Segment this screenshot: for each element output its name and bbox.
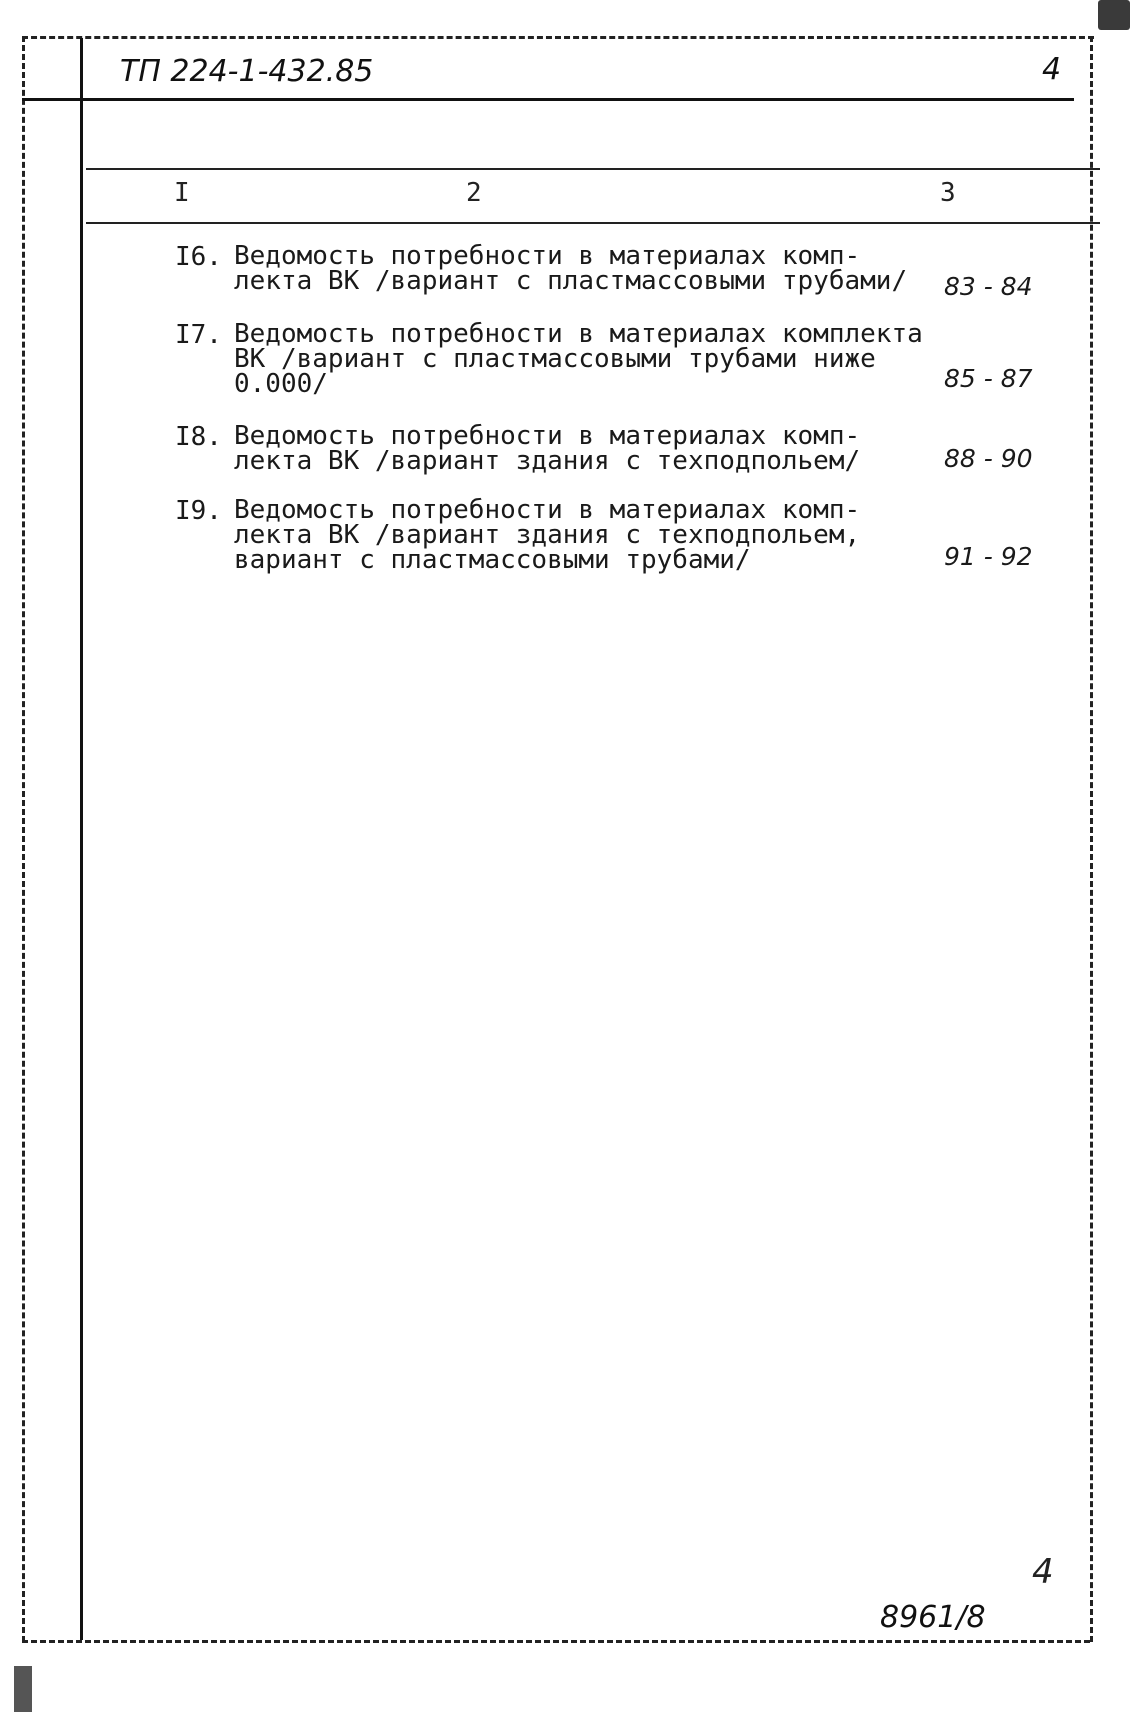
- frame-top-border: [22, 36, 1094, 39]
- scan-smudge: [1098, 0, 1130, 30]
- row-number: I7.: [175, 320, 222, 350]
- binding-margin-line: [80, 38, 83, 1640]
- row-description-line: вариант с пластмассовыми трубами/: [234, 545, 751, 575]
- page-number: 4: [1042, 52, 1062, 87]
- column-header-1: I: [174, 178, 190, 208]
- header-rule: [22, 98, 1074, 101]
- archive-number: 8961/8: [880, 1600, 986, 1635]
- row-pages: 91 - 92: [944, 542, 1033, 571]
- row-pages: 88 - 90: [944, 444, 1033, 473]
- row-description: [234, 241, 934, 296]
- scan-smudge: [14, 1666, 32, 1712]
- row-description-line: Ведомость потребности в материалах комп-: [234, 241, 861, 271]
- sheet-mark: 4: [1032, 1552, 1054, 1592]
- frame-right-border: [1090, 36, 1093, 1642]
- column-header-3: 3: [940, 178, 956, 208]
- column-header-2: 2: [466, 178, 482, 208]
- frame-left-border: [22, 36, 25, 1642]
- row-description-line: ВК /вариант с пластмассовыми трубами ниже: [234, 344, 876, 374]
- document-code: ТП 224-1-432.85: [120, 54, 374, 89]
- row-description-line: 0.000/: [234, 369, 328, 399]
- row-description-line: Ведомость потребности в материалах комп-: [234, 495, 861, 525]
- table-header-top-rule: [86, 168, 1100, 170]
- row-description-line: лекта ВК /вариант здания с техподпольем,: [234, 520, 861, 550]
- table-header-bottom-rule: [86, 222, 1100, 224]
- frame-bottom-border: [22, 1640, 1090, 1643]
- row-pages: 83 - 84: [944, 272, 1033, 301]
- row-description: [234, 319, 934, 399]
- row-description-line: Ведомость потребности в материалах комп-: [234, 421, 861, 451]
- row-description-line: лекта ВК /вариант с пластмассовыми трубами/: [234, 266, 908, 296]
- row-description: [234, 495, 934, 575]
- row-number: I6.: [175, 242, 222, 272]
- row-description-line: Ведомость потребности в материалах комплекта: [234, 319, 923, 349]
- row-pages: 85 - 87: [944, 364, 1033, 393]
- row-description: [234, 421, 934, 476]
- row-description-line: лекта ВК /вариант здания с техподпольем/: [234, 446, 861, 476]
- row-number: I8.: [175, 422, 222, 452]
- row-number: I9.: [175, 496, 222, 526]
